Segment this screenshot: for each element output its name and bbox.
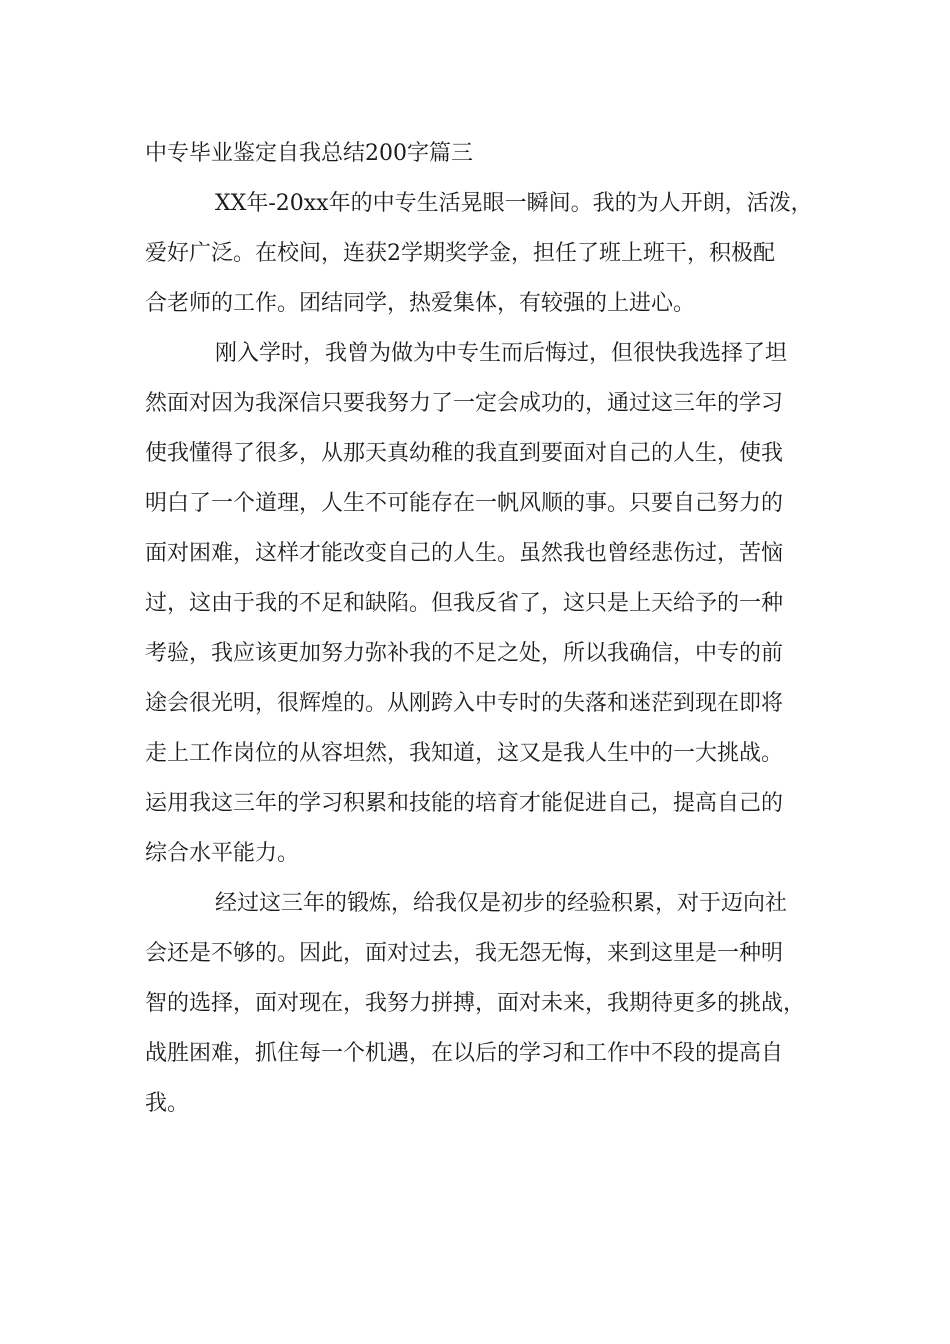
- text-line: 刚入学时，我曾为做为中专生而后悔过，但很快我选择了坦: [215, 341, 788, 366]
- text-line: 综合水平能力。: [145, 841, 300, 866]
- text-line: 使我懂得了很多，从那天真幼稚的我直到要面对自己的人生，使我: [145, 441, 784, 466]
- text-line: XX年-20xx年的中专生活晃眼一瞬间。我的为人开朗，活泼，: [215, 191, 813, 216]
- text-line: 会还是不够的。因此，面对过去，我无怨无悔，来到这里是一种明: [145, 941, 784, 966]
- text-line: 面对困难，这样才能改变自己的人生。虽然我也曾经悲伤过，苦恼: [145, 541, 784, 566]
- text-line: 爱好广泛。在校间，连获2学期奖学金，担任了班上班干，积极配: [145, 241, 775, 266]
- document-body: [145, 129, 835, 1129]
- text-line: 我。: [145, 1091, 190, 1116]
- text-line: 考验，我应该更加努力弥补我的不足之处，所以我确信，中专的前: [145, 641, 784, 666]
- text-line: 过，这由于我的不足和缺陷。但我反省了，这只是上天给予的一种: [145, 591, 784, 616]
- text-line: 运用我这三年的学习积累和技能的培育才能促进自己，提高自己的: [145, 791, 784, 816]
- document-title: 中专毕业鉴定自我总结200字篇三: [145, 141, 473, 166]
- paragraph-3: [145, 879, 835, 1129]
- paragraph-2: [145, 329, 835, 879]
- text-line: 经过这三年的锻炼，给我仅是初步的经验积累，对于迈向社: [215, 891, 788, 916]
- text-line: 合老师的工作。团结同学，热爱集体，有较强的上进心。: [145, 291, 696, 316]
- text-line: 然面对因为我深信只要我努力了一定会成功的，通过这三年的学习: [145, 391, 784, 416]
- text-line: 途会很光明，很辉煌的。从刚跨入中专时的失落和迷茫到现在即将: [145, 691, 784, 716]
- text-line: 走上工作岗位的从容坦然，我知道，这又是我人生中的一大挑战。: [145, 741, 784, 766]
- text-line: 战胜困难，抓住每一个机遇，在以后的学习和工作中不段的提高自: [145, 1041, 784, 1066]
- paragraph-1: [145, 179, 835, 329]
- text-line: 明白了一个道理，人生不可能存在一帆风顺的事。只要自己努力的: [145, 491, 784, 516]
- text-line: 智的选择，面对现在，我努力拼搏，面对未来，我期待更多的挑战，: [145, 991, 806, 1016]
